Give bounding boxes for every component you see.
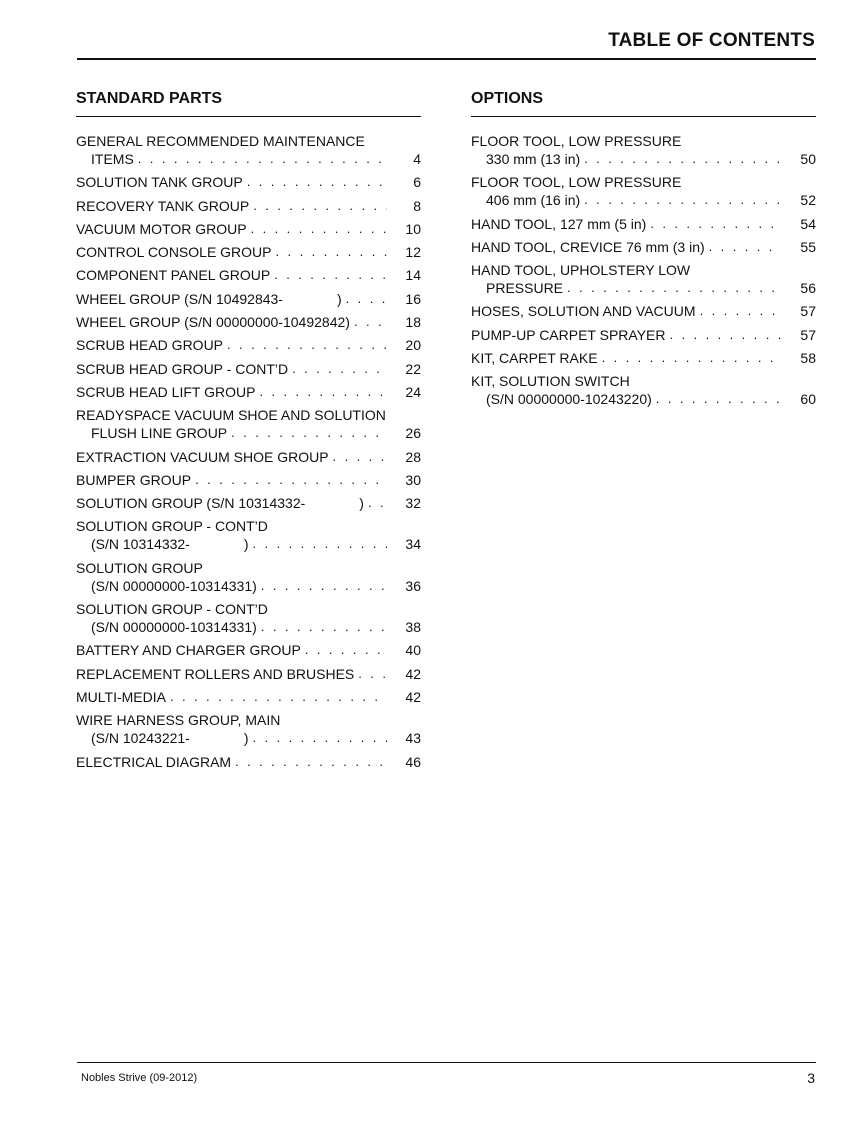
dot-leader — [709, 238, 782, 256]
footer-document-info: Nobles Strive (09-2012) — [81, 1072, 198, 1084]
dot-leader — [656, 390, 782, 408]
dot-leader — [602, 349, 782, 367]
toc-entry[interactable] — [76, 665, 421, 683]
toc-page-number: 26 — [405, 425, 421, 442]
dot-leader — [584, 150, 782, 168]
toc-entry[interactable] — [76, 243, 421, 261]
toc-entry-title: SOLUTION GROUP - CONT’D — [76, 518, 268, 535]
toc-entry[interactable] — [76, 336, 421, 354]
toc-entry-text: VACUUM MOTOR GROUP — [76, 220, 247, 237]
toc-page-number: 42 — [405, 688, 421, 705]
dot-leader — [253, 197, 387, 215]
toc-entry-text: PRESSURE — [486, 280, 564, 297]
toc-entry[interactable] — [76, 132, 421, 168]
toc-entry-text: REPLACEMENT ROLLERS AND BRUSHES — [76, 665, 355, 682]
toc-entry-text: HOSES, SOLUTION AND VACUUM — [471, 303, 696, 320]
toc-page-number: 56 — [800, 280, 816, 297]
dot-leader — [333, 448, 387, 466]
toc-page-number: 14 — [405, 267, 421, 284]
dot-leader — [650, 215, 782, 233]
dot-leader — [670, 326, 783, 344]
toc-entry[interactable] — [76, 600, 421, 636]
toc-entry-text: CONTROL CONSOLE GROUP — [76, 244, 272, 261]
toc-entry[interactable] — [76, 517, 421, 553]
toc-entry-text: SOLUTION TANK GROUP — [76, 174, 243, 191]
toc-entry-text: RECOVERY TANK GROUP — [76, 197, 250, 214]
toc-page-number: 55 — [800, 238, 816, 255]
toc-entry-text: BATTERY AND CHARGER GROUP — [76, 642, 301, 659]
dot-leader — [170, 688, 387, 706]
header-rule — [77, 58, 816, 60]
toc-entry[interactable] — [471, 349, 816, 367]
dot-leader — [261, 618, 387, 636]
toc-entry-suffix: ) — [243, 536, 249, 553]
toc-entry-text: HAND TOOL, 127 mm (5 in) — [471, 215, 647, 232]
toc-entry-text: 406 mm (16 in) — [486, 192, 581, 209]
toc-page-number: 16 — [405, 290, 421, 307]
toc-entry-suffix: ) — [336, 290, 342, 307]
dot-leader — [259, 383, 387, 401]
dot-leader — [292, 360, 387, 378]
toc-entry-text: 330 mm (13 in) — [486, 151, 581, 167]
dot-leader — [138, 150, 387, 168]
toc-entry[interactable] — [76, 753, 421, 771]
toc-entry-suffix: ) — [359, 495, 364, 512]
toc-entry[interactable] — [76, 711, 421, 747]
dot-leader — [261, 577, 387, 595]
toc-entry-text: FLUSH LINE GROUP — [91, 425, 228, 442]
toc-page-number: 40 — [405, 642, 421, 659]
toc-entry-text: MULTI-MEDIA — [76, 688, 166, 705]
toc-page-number: 6 — [413, 174, 421, 191]
toc-entry[interactable] — [471, 173, 816, 209]
toc-entry[interactable] — [471, 302, 816, 320]
toc-entry-text: (S/N 00000000-10314331) — [91, 619, 257, 636]
toc-entry-text: EXTRACTION VACUUM SHOE GROUP — [76, 448, 329, 465]
toc-entry-text: SCRUB HEAD GROUP — [76, 337, 224, 354]
toc-entry-text: PUMP-UP CARPET SPRAYER — [471, 326, 666, 343]
toc-entry[interactable] — [76, 360, 421, 378]
toc-entry[interactable] — [471, 372, 816, 408]
toc-entry[interactable] — [76, 494, 421, 512]
toc-entry-text: KIT, CARPET RAKE — [471, 350, 598, 367]
toc-entry[interactable] — [76, 197, 421, 215]
toc-entry[interactable] — [76, 290, 421, 308]
dot-leader — [567, 279, 782, 297]
toc-page-number: 50 — [800, 151, 816, 167]
footer-rule — [77, 1062, 816, 1063]
toc-entry-suffix: ) — [243, 730, 249, 747]
page-title: TABLE OF CONTENTS — [608, 30, 815, 51]
toc-page-number: 22 — [405, 360, 421, 377]
toc-entry[interactable] — [76, 313, 421, 331]
toc-entry[interactable] — [76, 173, 421, 191]
toc-entry[interactable] — [76, 406, 421, 442]
toc-entry[interactable] — [76, 266, 421, 284]
toc-entry-title: SOLUTION GROUP — [76, 559, 203, 576]
dot-leader — [346, 290, 387, 308]
dot-leader — [251, 220, 387, 238]
dot-leader — [231, 424, 387, 442]
toc-page-number: 52 — [800, 192, 816, 209]
dot-leader — [584, 191, 782, 209]
toc-entry-text: (S/N 00000000-10314331) — [91, 577, 257, 594]
toc-page-number: 34 — [405, 536, 421, 553]
toc-entry-text: COMPONENT PANEL GROUP — [76, 267, 271, 284]
toc-page-number: 38 — [405, 619, 421, 636]
footer-page-number: 3 — [807, 1070, 815, 1086]
toc-page-number: 54 — [800, 215, 816, 232]
dot-leader — [276, 243, 387, 261]
standard-parts-column — [76, 88, 421, 776]
toc-page-number: 43 — [405, 730, 421, 747]
toc-entry[interactable] — [76, 220, 421, 238]
toc-entry-title: WIRE HARNESS GROUP, MAIN — [76, 712, 281, 729]
toc-page-number: 57 — [800, 303, 816, 320]
toc-page-number: 18 — [405, 314, 421, 331]
toc-page-number: 20 — [405, 337, 421, 354]
toc-entry[interactable] — [76, 448, 421, 466]
dot-leader — [274, 266, 387, 284]
toc-entry[interactable] — [76, 383, 421, 401]
toc-entry[interactable] — [471, 132, 816, 168]
toc-entry[interactable] — [76, 559, 421, 595]
toc-entry[interactable] — [76, 688, 421, 706]
toc-entry-title: FLOOR TOOL, LOW PRESSURE — [471, 174, 682, 191]
dot-leader — [358, 665, 387, 683]
toc-page-number: 32 — [405, 495, 421, 512]
toc-entry-text: SCRUB HEAD LIFT GROUP — [76, 383, 256, 400]
toc-entry-text: BUMPER GROUP — [76, 471, 192, 488]
toc-entry[interactable] — [76, 471, 421, 489]
toc-entry[interactable] — [471, 238, 816, 256]
toc-entry-text: ELECTRICAL DIAGRAM — [76, 753, 232, 770]
standard-parts-rule — [76, 116, 421, 117]
toc-entry-text: WHEEL GROUP (S/N 00000000-10492842) — [76, 314, 350, 331]
standard-parts-heading: STANDARD PARTS — [76, 90, 223, 107]
dot-leader — [354, 313, 387, 331]
toc-entry-text: SOLUTION GROUP (S/N 10314332- ) — [76, 495, 364, 512]
toc-page-number: 36 — [405, 577, 421, 594]
options-column — [471, 88, 816, 414]
toc-entry-text: SCRUB HEAD GROUP - CONT’D — [76, 360, 289, 377]
toc-entry-title: SOLUTION GROUP - CONT’D — [76, 601, 268, 618]
toc-entry-text: WHEEL GROUP (S/N 10492843- ) — [76, 290, 342, 307]
options-list — [471, 132, 816, 408]
toc-entry[interactable] — [471, 215, 816, 233]
dot-leader — [247, 173, 387, 191]
dot-leader — [227, 336, 387, 354]
toc-page-number: 60 — [800, 391, 816, 408]
toc-entry[interactable] — [471, 326, 816, 344]
toc-entry-text: (S/N 00000000-10243220) — [486, 391, 652, 408]
toc-page-number: 12 — [405, 244, 421, 261]
toc-entry[interactable] — [471, 261, 816, 297]
toc-page-number: 42 — [405, 665, 421, 682]
dot-leader — [305, 641, 387, 659]
dot-leader — [700, 302, 782, 320]
toc-page-number: 46 — [405, 753, 421, 770]
toc-entry-title: KIT, SOLUTION SWITCH — [471, 373, 630, 390]
toc-entry-text: ITEMS — [91, 151, 134, 167]
toc-entry-title: READYSPACE VACUUM SHOE AND SOLUTION — [76, 407, 386, 424]
toc-entry-text: (S/N 10243221- ) — [91, 730, 249, 747]
toc-page-number: 4 — [413, 151, 421, 167]
toc-entry-text: HAND TOOL, CREVICE 76 mm (3 in) — [471, 238, 705, 255]
toc-page-number: 8 — [413, 197, 421, 214]
toc-entry-text: (S/N 10314332- ) — [91, 536, 249, 553]
dot-leader — [253, 535, 387, 553]
toc-page-number: 28 — [405, 448, 421, 465]
toc-page-number: 10 — [405, 220, 421, 237]
dot-leader — [253, 729, 387, 747]
toc-page-number: 24 — [405, 383, 421, 400]
toc-page-number: 58 — [800, 350, 816, 367]
dot-leader — [195, 471, 387, 489]
toc-entry[interactable] — [76, 641, 421, 659]
dot-leader — [235, 753, 387, 771]
toc-entry-title: FLOOR TOOL, LOW PRESSURE — [471, 133, 682, 149]
dot-leader — [368, 494, 387, 512]
toc-entry-title: GENERAL RECOMMENDED MAINTENANCE — [76, 133, 365, 149]
toc-page-number: 30 — [405, 471, 421, 488]
standard-parts-list — [76, 132, 421, 771]
toc-entry-title: HAND TOOL, UPHOLSTERY LOW — [471, 262, 691, 279]
toc-page-number: 57 — [800, 326, 816, 343]
options-heading: OPTIONS — [471, 90, 544, 107]
options-rule — [471, 116, 816, 117]
